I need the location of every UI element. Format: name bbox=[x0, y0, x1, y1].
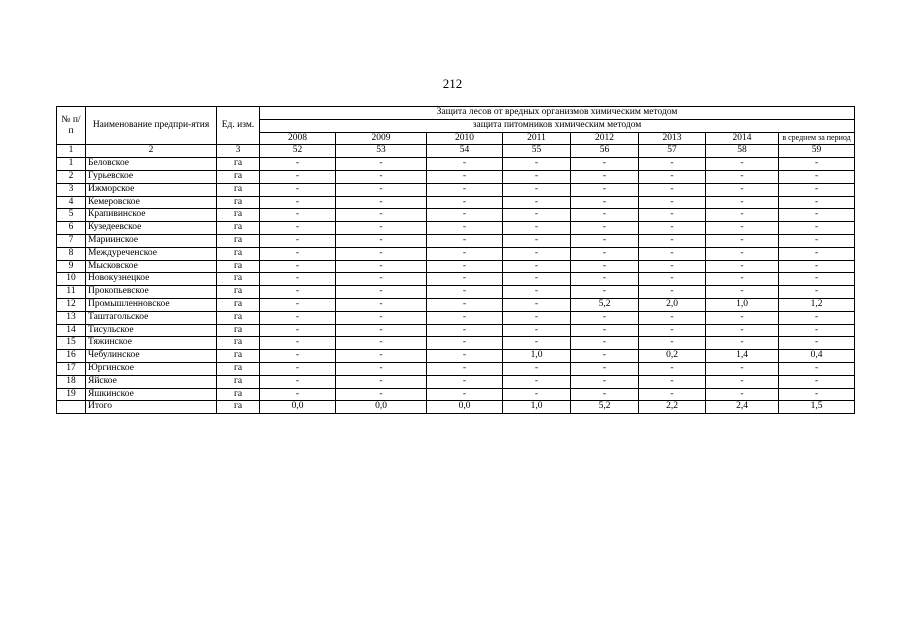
year-value: - bbox=[639, 234, 706, 247]
table-row bbox=[57, 337, 855, 350]
year-value: - bbox=[571, 350, 639, 363]
year-value: - bbox=[260, 234, 336, 247]
year-value: - bbox=[706, 234, 779, 247]
table-row bbox=[57, 375, 855, 388]
header-row-group bbox=[57, 107, 855, 120]
year-value: - bbox=[427, 196, 503, 209]
row-number: 12 bbox=[57, 298, 86, 311]
year-value: - bbox=[706, 388, 779, 401]
year-value: - bbox=[503, 324, 571, 337]
year-value: - bbox=[336, 362, 427, 375]
average-value: - bbox=[779, 158, 855, 171]
enterprise-name: Прокопьевское bbox=[86, 286, 217, 299]
year-value: - bbox=[336, 286, 427, 299]
year-value: - bbox=[706, 362, 779, 375]
year-value: - bbox=[706, 337, 779, 350]
year-value: - bbox=[260, 247, 336, 260]
year-value: - bbox=[503, 158, 571, 171]
row-number: 2 bbox=[57, 170, 86, 183]
year-value: 2,4 bbox=[706, 401, 779, 414]
average-value: - bbox=[779, 286, 855, 299]
year-value: - bbox=[503, 196, 571, 209]
year-value: - bbox=[260, 388, 336, 401]
year-value: - bbox=[260, 286, 336, 299]
column-header-num: № п/п bbox=[57, 107, 86, 145]
enterprise-name: Гурьевское bbox=[86, 170, 217, 183]
table-row bbox=[57, 298, 855, 311]
year-value: - bbox=[336, 324, 427, 337]
year-value: - bbox=[503, 260, 571, 273]
year-value: - bbox=[571, 158, 639, 171]
year-value: - bbox=[336, 209, 427, 222]
year-value: - bbox=[639, 170, 706, 183]
year-value: - bbox=[260, 196, 336, 209]
year-value: 0,0 bbox=[260, 401, 336, 414]
unit-cell: га bbox=[217, 209, 260, 222]
unit-cell: га bbox=[217, 260, 260, 273]
year-value: - bbox=[639, 273, 706, 286]
enterprise-name: Ижморское bbox=[86, 183, 217, 196]
year-value: - bbox=[427, 311, 503, 324]
year-value: - bbox=[503, 234, 571, 247]
year-value: - bbox=[260, 273, 336, 286]
row-number: 9 bbox=[57, 260, 86, 273]
average-value: - bbox=[779, 183, 855, 196]
year-value: - bbox=[571, 375, 639, 388]
row-number: 5 bbox=[57, 209, 86, 222]
year-value: 2,2 bbox=[639, 401, 706, 414]
enterprise-name: Чебулинское bbox=[86, 350, 217, 363]
year-value: - bbox=[260, 260, 336, 273]
column-number: 2 bbox=[86, 145, 217, 158]
year-value: - bbox=[503, 311, 571, 324]
year-value: - bbox=[639, 222, 706, 235]
year-value: - bbox=[571, 324, 639, 337]
average-value: 1,2 bbox=[779, 298, 855, 311]
year-value: - bbox=[336, 183, 427, 196]
year-value: - bbox=[336, 222, 427, 235]
page-number: 212 bbox=[442, 76, 463, 91]
year-value: 1,0 bbox=[503, 350, 571, 363]
year-value: - bbox=[706, 324, 779, 337]
column-number: 53 bbox=[336, 145, 427, 158]
enterprise-name: Итого bbox=[86, 401, 217, 414]
table-row bbox=[57, 311, 855, 324]
year-value: - bbox=[706, 273, 779, 286]
year-value: - bbox=[336, 337, 427, 350]
year-value: - bbox=[427, 388, 503, 401]
unit-cell: га bbox=[217, 311, 260, 324]
unit-cell: га bbox=[217, 286, 260, 299]
year-value: - bbox=[336, 311, 427, 324]
year-value: - bbox=[427, 298, 503, 311]
year-value: - bbox=[427, 183, 503, 196]
enterprise-name: Промышленновское bbox=[86, 298, 217, 311]
year-value: - bbox=[639, 286, 706, 299]
unit-cell: га bbox=[217, 375, 260, 388]
unit-cell: га bbox=[217, 158, 260, 171]
column-number: 59 bbox=[779, 145, 855, 158]
year-value: - bbox=[427, 234, 503, 247]
unit-cell: га bbox=[217, 170, 260, 183]
year-value: - bbox=[260, 362, 336, 375]
year-value: - bbox=[427, 286, 503, 299]
year-value: - bbox=[571, 286, 639, 299]
row-number: 1 bbox=[57, 158, 86, 171]
year-value: - bbox=[571, 311, 639, 324]
year-value: - bbox=[571, 222, 639, 235]
year-value: - bbox=[503, 170, 571, 183]
average-value: - bbox=[779, 247, 855, 260]
year-value: - bbox=[639, 196, 706, 209]
year-value: - bbox=[571, 170, 639, 183]
enterprise-name: Юргинское bbox=[86, 362, 217, 375]
unit-cell: га bbox=[217, 401, 260, 414]
year-value: - bbox=[503, 222, 571, 235]
average-value: - bbox=[779, 222, 855, 235]
average-value: - bbox=[779, 170, 855, 183]
row-number: 14 bbox=[57, 324, 86, 337]
unit-cell: га bbox=[217, 196, 260, 209]
row-number: 10 bbox=[57, 273, 86, 286]
year-value: - bbox=[503, 388, 571, 401]
average-value: - bbox=[779, 311, 855, 324]
total-row bbox=[57, 401, 855, 414]
table-row bbox=[57, 158, 855, 171]
enterprise-name: Яшкинское bbox=[86, 388, 217, 401]
year-value: - bbox=[503, 183, 571, 196]
year-value: - bbox=[336, 247, 427, 260]
year-value: - bbox=[571, 247, 639, 260]
year-header: 2011 bbox=[503, 132, 571, 145]
year-value: - bbox=[336, 196, 427, 209]
year-value: - bbox=[427, 324, 503, 337]
year-value: - bbox=[260, 209, 336, 222]
average-value: - bbox=[779, 375, 855, 388]
year-value: - bbox=[503, 286, 571, 299]
average-header: в среднем за период bbox=[779, 132, 855, 145]
year-value: - bbox=[503, 273, 571, 286]
enterprise-name: Новокузнецкое bbox=[86, 273, 217, 286]
table-row bbox=[57, 234, 855, 247]
average-value: - bbox=[779, 234, 855, 247]
enterprise-name: Мысковское bbox=[86, 260, 217, 273]
year-value: - bbox=[706, 375, 779, 388]
year-value: - bbox=[427, 158, 503, 171]
average-value: - bbox=[779, 362, 855, 375]
average-value: 0,4 bbox=[779, 350, 855, 363]
row-number: 8 bbox=[57, 247, 86, 260]
table-row bbox=[57, 209, 855, 222]
year-value: 0,2 bbox=[639, 350, 706, 363]
year-value: - bbox=[503, 247, 571, 260]
year-value: - bbox=[427, 273, 503, 286]
year-value: - bbox=[260, 350, 336, 363]
table-row bbox=[57, 222, 855, 235]
year-value: - bbox=[260, 375, 336, 388]
year-value: - bbox=[571, 337, 639, 350]
year-value: - bbox=[639, 260, 706, 273]
year-value: - bbox=[260, 170, 336, 183]
year-value: - bbox=[427, 247, 503, 260]
row-number: 3 bbox=[57, 183, 86, 196]
year-value: - bbox=[427, 337, 503, 350]
year-value: - bbox=[706, 158, 779, 171]
enterprise-name: Междуреченское bbox=[86, 247, 217, 260]
enterprise-name: Тисульское bbox=[86, 324, 217, 337]
year-value: - bbox=[260, 324, 336, 337]
column-number: 57 bbox=[639, 145, 706, 158]
table-row bbox=[57, 170, 855, 183]
table-row bbox=[57, 350, 855, 363]
average-value: - bbox=[779, 324, 855, 337]
year-value: - bbox=[571, 196, 639, 209]
unit-cell: га bbox=[217, 388, 260, 401]
unit-cell: га bbox=[217, 298, 260, 311]
row-number: 13 bbox=[57, 311, 86, 324]
year-value: - bbox=[427, 350, 503, 363]
table-row bbox=[57, 388, 855, 401]
year-value: - bbox=[260, 183, 336, 196]
year-value: - bbox=[336, 375, 427, 388]
year-value: 1,0 bbox=[706, 298, 779, 311]
unit-cell: га bbox=[217, 273, 260, 286]
enterprise-name: Кемеровское bbox=[86, 196, 217, 209]
year-value: - bbox=[427, 209, 503, 222]
unit-cell: га bbox=[217, 324, 260, 337]
table-row bbox=[57, 273, 855, 286]
year-value: - bbox=[706, 196, 779, 209]
row-number: 7 bbox=[57, 234, 86, 247]
year-value: - bbox=[571, 260, 639, 273]
unit-cell: га bbox=[217, 183, 260, 196]
year-value: - bbox=[571, 273, 639, 286]
year-value: - bbox=[706, 183, 779, 196]
year-value: - bbox=[706, 247, 779, 260]
year-value: - bbox=[336, 234, 427, 247]
year-value: - bbox=[336, 158, 427, 171]
year-value: - bbox=[571, 209, 639, 222]
year-value: 0,0 bbox=[427, 401, 503, 414]
year-value: - bbox=[639, 337, 706, 350]
year-value: - bbox=[503, 375, 571, 388]
year-value: - bbox=[503, 298, 571, 311]
column-number: 56 bbox=[571, 145, 639, 158]
year-value: - bbox=[639, 183, 706, 196]
year-value: - bbox=[336, 350, 427, 363]
average-value: - bbox=[779, 388, 855, 401]
year-value: - bbox=[706, 260, 779, 273]
column-number: 54 bbox=[427, 145, 503, 158]
table-row bbox=[57, 247, 855, 260]
year-value: - bbox=[706, 222, 779, 235]
column-subgroup-title: защита питомников химическим методом bbox=[260, 119, 855, 132]
year-header: 2009 bbox=[336, 132, 427, 145]
year-value: - bbox=[639, 362, 706, 375]
year-value: - bbox=[503, 337, 571, 350]
year-header: 2014 bbox=[706, 132, 779, 145]
average-value: - bbox=[779, 337, 855, 350]
column-number-row bbox=[57, 145, 855, 158]
table-row bbox=[57, 324, 855, 337]
year-value: - bbox=[706, 170, 779, 183]
year-header: 2008 bbox=[260, 132, 336, 145]
year-value: - bbox=[260, 222, 336, 235]
unit-cell: га bbox=[217, 362, 260, 375]
year-value: - bbox=[639, 388, 706, 401]
table-row bbox=[57, 362, 855, 375]
unit-cell: га bbox=[217, 222, 260, 235]
table-row bbox=[57, 196, 855, 209]
average-value: - bbox=[779, 273, 855, 286]
table-body bbox=[57, 158, 855, 414]
year-value: - bbox=[706, 209, 779, 222]
year-value: - bbox=[427, 170, 503, 183]
table-row bbox=[57, 286, 855, 299]
enterprise-name: Кузедеевское bbox=[86, 222, 217, 235]
column-number: 1 bbox=[57, 145, 86, 158]
column-number: 55 bbox=[503, 145, 571, 158]
column-header-unit: Ед. изм. bbox=[217, 107, 260, 145]
unit-cell: га bbox=[217, 337, 260, 350]
row-number: 11 bbox=[57, 286, 86, 299]
forest-protection-table bbox=[56, 106, 855, 414]
row-number: 15 bbox=[57, 337, 86, 350]
year-value: - bbox=[706, 311, 779, 324]
year-value: - bbox=[336, 260, 427, 273]
row-number: 6 bbox=[57, 222, 86, 235]
year-value: - bbox=[639, 247, 706, 260]
year-value: - bbox=[571, 234, 639, 247]
year-value: - bbox=[427, 260, 503, 273]
year-value: 0,0 bbox=[336, 401, 427, 414]
column-number: 3 bbox=[217, 145, 260, 158]
year-header: 2013 bbox=[639, 132, 706, 145]
year-value: - bbox=[503, 209, 571, 222]
row-number: 17 bbox=[57, 362, 86, 375]
year-value: - bbox=[427, 375, 503, 388]
year-value: - bbox=[427, 222, 503, 235]
enterprise-name: Тяжинское bbox=[86, 337, 217, 350]
year-header: 2012 bbox=[571, 132, 639, 145]
year-value: - bbox=[503, 362, 571, 375]
average-value: - bbox=[779, 196, 855, 209]
table-row bbox=[57, 183, 855, 196]
year-value: - bbox=[639, 375, 706, 388]
row-number: 16 bbox=[57, 350, 86, 363]
year-value: - bbox=[260, 298, 336, 311]
unit-cell: га bbox=[217, 350, 260, 363]
enterprise-name: Таштагольское bbox=[86, 311, 217, 324]
year-value: 5,2 bbox=[571, 401, 639, 414]
year-value: - bbox=[336, 170, 427, 183]
column-number: 58 bbox=[706, 145, 779, 158]
row-number: 18 bbox=[57, 375, 86, 388]
enterprise-name: Мариинское bbox=[86, 234, 217, 247]
year-value: - bbox=[639, 324, 706, 337]
year-value: - bbox=[336, 273, 427, 286]
year-value: - bbox=[260, 337, 336, 350]
enterprise-name: Крапивинское bbox=[86, 209, 217, 222]
year-header: 2010 bbox=[427, 132, 503, 145]
year-value: - bbox=[571, 362, 639, 375]
year-value: - bbox=[427, 362, 503, 375]
year-value: - bbox=[639, 209, 706, 222]
column-group-title: Защита лесов от вредных организмов химическим методом bbox=[260, 107, 855, 120]
column-header-name: Наименование предпри-ятия bbox=[86, 107, 217, 145]
row-number bbox=[57, 401, 86, 414]
unit-cell: га bbox=[217, 247, 260, 260]
year-value: - bbox=[571, 183, 639, 196]
year-value: 1,4 bbox=[706, 350, 779, 363]
year-value: 1,0 bbox=[503, 401, 571, 414]
year-value: - bbox=[260, 311, 336, 324]
year-value: - bbox=[571, 388, 639, 401]
table-row bbox=[57, 260, 855, 273]
average-value: - bbox=[779, 260, 855, 273]
year-value: - bbox=[639, 311, 706, 324]
year-value: 5,2 bbox=[571, 298, 639, 311]
enterprise-name: Беловское bbox=[86, 158, 217, 171]
year-value: - bbox=[336, 298, 427, 311]
column-number: 52 bbox=[260, 145, 336, 158]
row-number: 19 bbox=[57, 388, 86, 401]
enterprise-name: Яйское bbox=[86, 375, 217, 388]
average-value: 1,5 bbox=[779, 401, 855, 414]
year-value: - bbox=[639, 158, 706, 171]
year-value: - bbox=[706, 286, 779, 299]
year-value: 2,0 bbox=[639, 298, 706, 311]
year-value: - bbox=[260, 158, 336, 171]
unit-cell: га bbox=[217, 234, 260, 247]
year-value: - bbox=[336, 388, 427, 401]
average-value: - bbox=[779, 209, 855, 222]
row-number: 4 bbox=[57, 196, 86, 209]
